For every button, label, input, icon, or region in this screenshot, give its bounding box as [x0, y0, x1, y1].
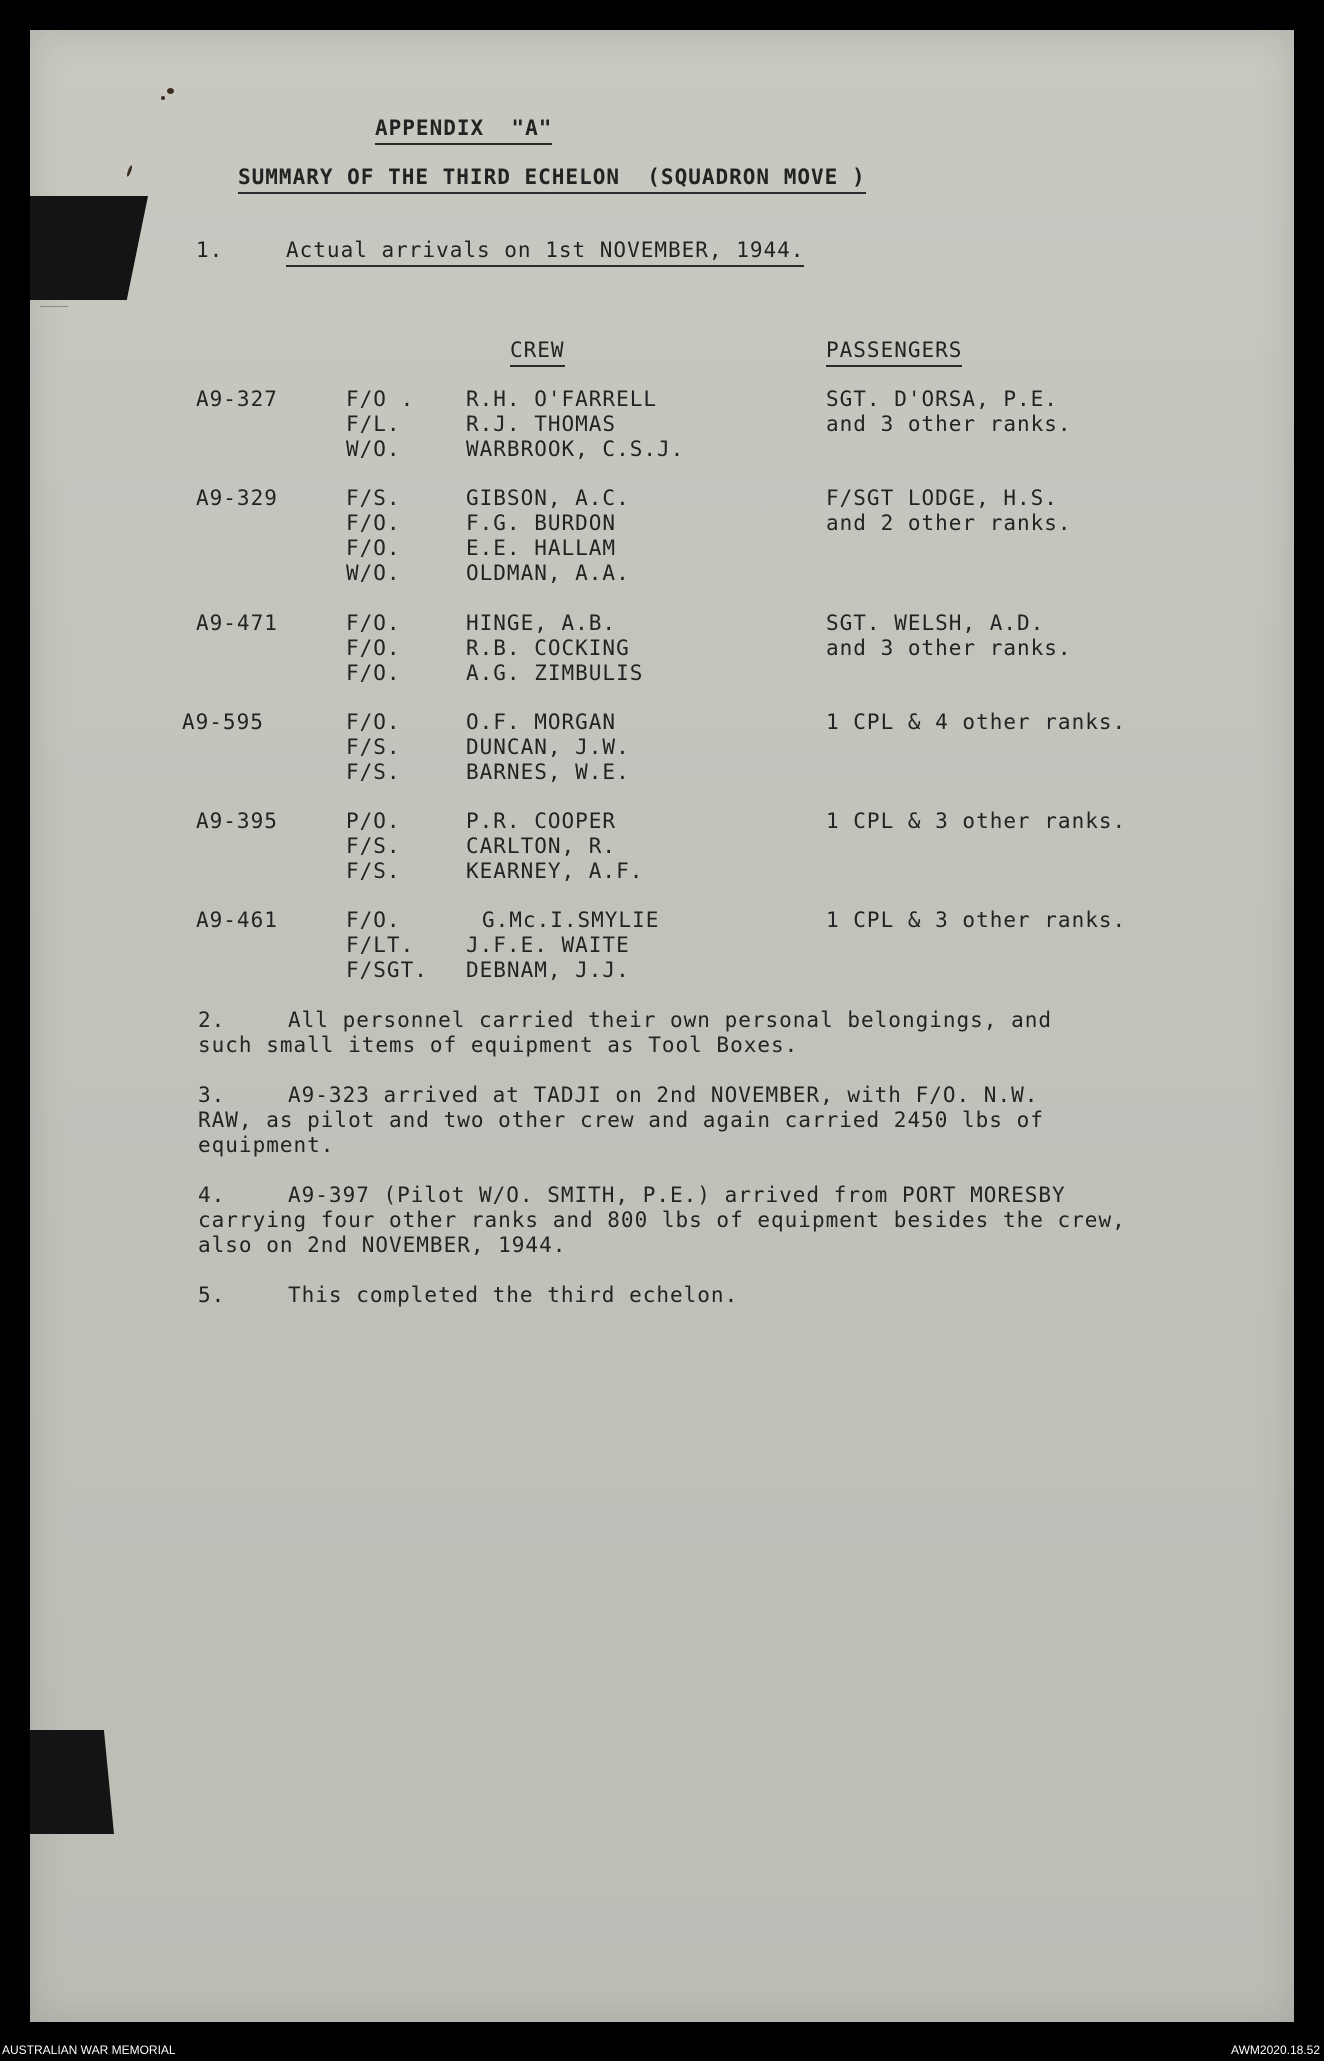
- passenger-entry: SGT. D'ORSA, P.E.: [826, 387, 1058, 411]
- crew-name: P.R. COOPER: [466, 809, 617, 833]
- passenger-entry: 1 CPL & 3 other ranks.: [826, 809, 1127, 833]
- black-tab-bottom: [30, 1730, 114, 1834]
- crew-rank: F/SGT.: [346, 958, 428, 982]
- crew-name: R.H. O'FARRELL: [466, 387, 658, 411]
- paragraph-line: This completed the third echelon.: [288, 1283, 739, 1307]
- crew-rank: F/O.: [346, 908, 401, 932]
- passenger-entry: 1 CPL & 4 other ranks.: [826, 710, 1127, 734]
- paragraph-number: 3.: [198, 1083, 226, 1107]
- crew-name: HINGE, A.B.: [466, 611, 617, 635]
- crew-name: DEBNAM, J.J.: [466, 958, 630, 982]
- passengers-column-header: PASSENGERS: [826, 338, 962, 367]
- paragraph-line: A9-323 arrived at TADJI on 2nd NOVEMBER, with F/O. N.W.: [288, 1083, 1039, 1107]
- crew-name: F.G. BURDON: [466, 511, 617, 535]
- crew-column-header: CREW: [510, 338, 565, 367]
- crew-rank: F/O.: [346, 536, 401, 560]
- crew-name: J.F.E. WAITE: [466, 933, 630, 957]
- crew-name: OLDMAN, A.A.: [466, 561, 630, 585]
- paragraph-number: 5.: [198, 1283, 226, 1307]
- crew-rank: F/O.: [346, 611, 401, 635]
- section-1-heading: Actual arrivals on 1st NOVEMBER, 1944.: [286, 238, 804, 267]
- crew-rank: F/L.: [346, 412, 401, 436]
- crew-rank: F/O .: [346, 387, 415, 411]
- aircraft-id: A9-595: [182, 710, 264, 734]
- ink-spot: [167, 88, 174, 94]
- passenger-entry: 1 CPL & 3 other ranks.: [826, 908, 1127, 932]
- crew-rank: F/LT.: [346, 933, 415, 957]
- crew-name: O.F. MORGAN: [466, 710, 617, 734]
- paragraph-line: All personnel carried their own personal belongings, and: [288, 1008, 1053, 1032]
- crew-name: A.G. ZIMBULIS: [466, 661, 644, 685]
- crew-rank: F/O.: [346, 710, 401, 734]
- crew-rank: F/O.: [346, 661, 401, 685]
- crew-name: KEARNEY, A.F.: [466, 859, 644, 883]
- paragraph-number: 2.: [198, 1008, 226, 1032]
- paragraph-line: also on 2nd NOVEMBER, 1944.: [198, 1233, 567, 1257]
- crew-name: E.E. HALLAM: [466, 536, 617, 560]
- paragraph-line: equipment.: [198, 1133, 335, 1157]
- crew-name: BARNES, W.E.: [466, 760, 630, 784]
- aircraft-id: A9-395: [196, 809, 278, 833]
- margin-mark: [40, 306, 68, 307]
- paragraph-line: RAW, as pilot and two other crew and again carried 2450 lbs of: [198, 1108, 1044, 1132]
- passenger-entry: F/SGT LODGE, H.S.: [826, 486, 1058, 510]
- appendix-title: APPENDIX "A": [375, 116, 552, 145]
- passenger-entry: and 3 other ranks.: [826, 412, 1072, 436]
- crew-rank: F/S.: [346, 859, 401, 883]
- crew-rank: F/S.: [346, 486, 401, 510]
- crew-name: G.Mc.I.SMYLIE: [482, 908, 660, 932]
- crew-rank: W/O.: [346, 561, 401, 585]
- crew-rank: F/O.: [346, 511, 401, 535]
- crew-name: R.B. COCKING: [466, 636, 630, 660]
- paragraph-line: such small items of equipment as Tool Boxes.: [198, 1033, 799, 1057]
- aircraft-id: A9-327: [196, 387, 278, 411]
- section-1-number: 1.: [196, 238, 224, 262]
- aircraft-id: A9-461: [196, 908, 278, 932]
- passenger-entry: and 3 other ranks.: [826, 636, 1072, 660]
- aircraft-id: A9-329: [196, 486, 278, 510]
- crew-rank: F/S.: [346, 735, 401, 759]
- summary-title: SUMMARY OF THE THIRD ECHELON (SQUADRON MOVE ): [238, 165, 866, 194]
- aircraft-id: A9-471: [196, 611, 278, 635]
- crew-name: WARBROOK, C.S.J.: [466, 437, 685, 461]
- ink-spot: [161, 96, 165, 100]
- crew-rank: F/S.: [346, 834, 401, 858]
- crew-name: GIBSON, A.C.: [466, 486, 630, 510]
- crew-rank: F/O.: [346, 636, 401, 660]
- passenger-entry: SGT. WELSH, A.D.: [826, 611, 1045, 635]
- paragraph-line: A9-397 (Pilot W/O. SMITH, P.E.) arrived from PORT MORESBY: [288, 1183, 1066, 1207]
- crew-rank: F/S.: [346, 760, 401, 784]
- footer-source: AUSTRALIAN WAR MEMORIAL: [2, 2043, 176, 2057]
- crew-name: R.J. THOMAS: [466, 412, 617, 436]
- passenger-entry: and 2 other ranks.: [826, 511, 1072, 535]
- crew-name: CARLTON, R.: [466, 834, 617, 858]
- paragraph-number: 4.: [198, 1183, 226, 1207]
- crew-name: DUNCAN, J.W.: [466, 735, 630, 759]
- crew-rank: P/O.: [346, 809, 401, 833]
- footer-reference: AWM2020.18.52: [1231, 2043, 1320, 2057]
- paragraph-line: carrying four other ranks and 800 lbs of equipment besides the crew,: [198, 1208, 1126, 1232]
- crew-rank: W/O.: [346, 437, 401, 461]
